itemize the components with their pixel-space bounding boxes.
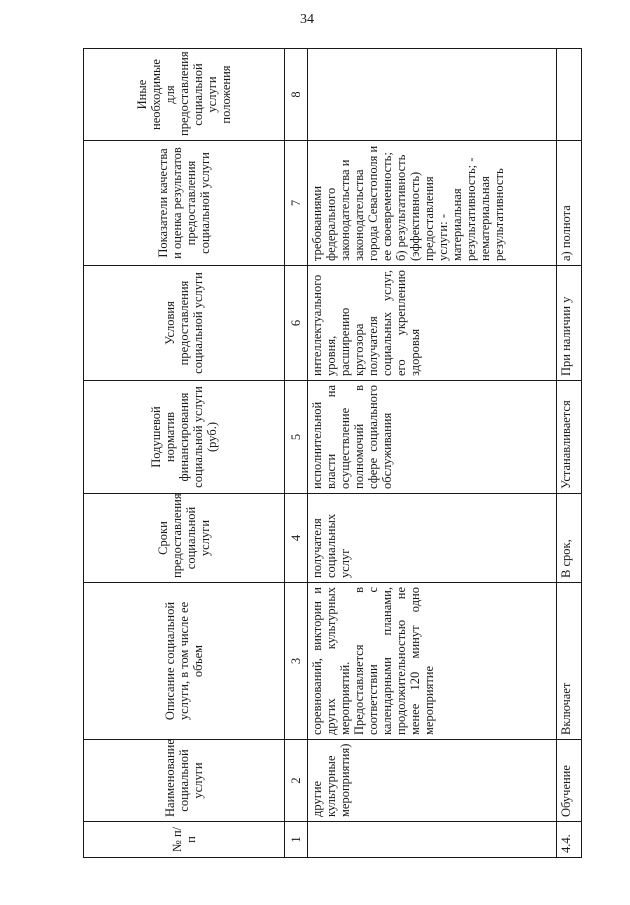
table-row-continuation [307, 49, 557, 858]
header-cell-number: № п/п [84, 822, 285, 858]
table-row-4-4 [557, 49, 582, 858]
rotated-table-container [83, 49, 582, 858]
column-number: 7 [285, 141, 308, 266]
column-number: 2 [285, 740, 308, 822]
cell-other [307, 49, 557, 141]
header-cell-norm: Подушевой норматив финансирования социальной услуги (руб.) [84, 381, 285, 494]
header-cell-description: Описание социальной услуги, в том числе ее объем [84, 583, 285, 740]
cell-quality: требованиями федерального законодательства и законодательства города Севастополя и ее своевременность; б) результативность (эффективность) предоставления услуги: - материальная результативность; - нематериальная результативность [307, 141, 557, 266]
column-number: 8 [285, 49, 308, 141]
cell-number: 4.4. [557, 822, 582, 858]
column-number: 4 [285, 494, 308, 583]
cell-number [307, 822, 557, 858]
cell-norm: Устанавливается [557, 381, 582, 494]
header-cell-quality: Показатели качества и оценка результатов предоставления социальной услуги [84, 141, 285, 266]
column-number: 5 [285, 381, 308, 494]
cell-conditions: При наличии у [557, 266, 582, 381]
cell-terms: В срок, [557, 494, 582, 583]
cell-conditions: интеллектуального уровня, расширению кругозора получателя социальных услуг, его укреплению здоровья [307, 266, 557, 381]
cell-norm: исполнительной власти на осуществление полномочий в сфере социального обслуживания [307, 381, 557, 494]
column-number: 3 [285, 583, 308, 740]
header-row [84, 49, 285, 858]
cell-name: Обучение [557, 740, 582, 822]
header-cell-other: Иные необходимые для предоставления социальной услуги положения [84, 49, 285, 141]
social-services-table [83, 48, 582, 858]
header-cell-name: Наименование социальной услуги [84, 740, 285, 822]
cell-other [557, 49, 582, 141]
header-cell-conditions: Условия предоставления социальной услуги [84, 266, 285, 381]
cell-terms: получателя социальных услуг [307, 494, 557, 583]
column-number: 6 [285, 266, 308, 381]
cell-name: другие культурные мероприятия) [307, 740, 557, 822]
column-number-row [285, 49, 308, 858]
cell-description: Включает [557, 583, 582, 740]
header-cell-terms: Сроки предоставления социальной услуги [84, 494, 285, 583]
column-number: 1 [285, 822, 308, 858]
cell-quality: а) полнота [557, 141, 582, 266]
cell-description: соревнований, викторин и других культурных мероприятий. Предоставляется в соответствии с календарными планами, продолжительностью не менее 120 минут одно мероприятие [307, 583, 557, 740]
page-number: 34 [300, 12, 314, 27]
